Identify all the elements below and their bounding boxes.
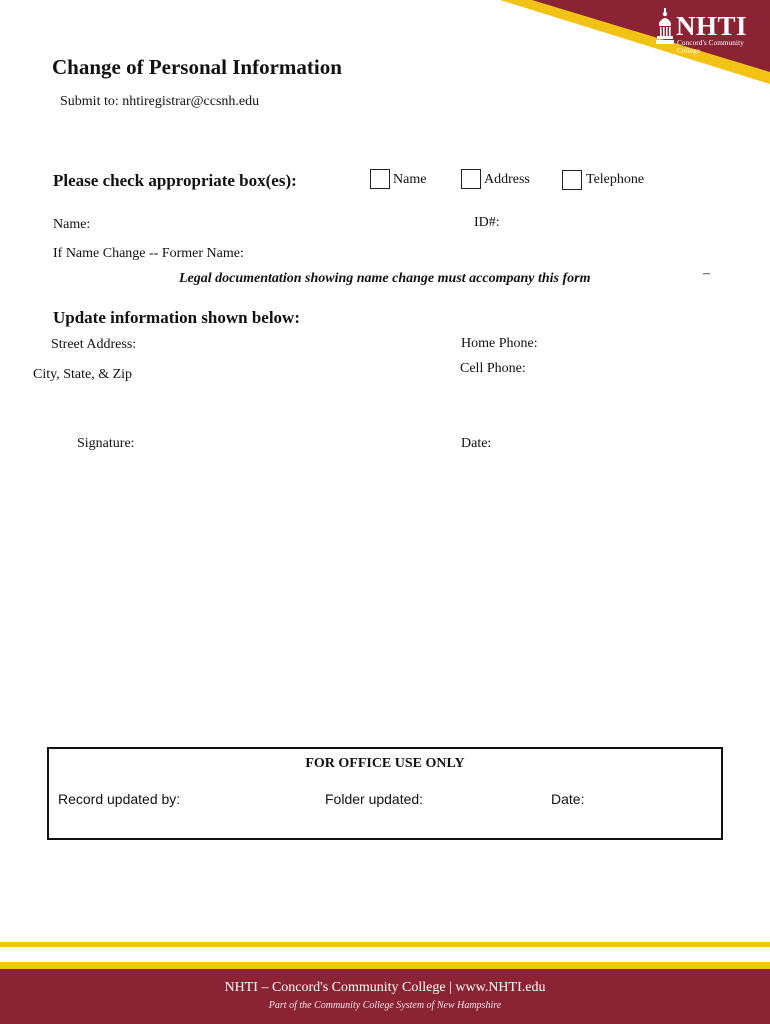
- city-state-zip-label: City, State, & Zip: [33, 367, 133, 382]
- legal-documentation-note: Legal documentation showing name change must accompany this form: [179, 271, 591, 286]
- name-field-label: Name:: [53, 217, 91, 232]
- capitol-dome-icon: [654, 6, 676, 48]
- name-checkbox-label: Name: [393, 172, 427, 187]
- office-date-label: Date:: [551, 791, 585, 807]
- former-name-label: If Name Change -- Former Name:: [53, 246, 244, 261]
- name-checkbox[interactable]: [370, 169, 390, 189]
- nhti-logo: [654, 6, 766, 55]
- footer-band: [0, 969, 770, 1024]
- logo-wordmark: NHTI: [676, 11, 748, 41]
- address-checkbox[interactable]: [461, 169, 481, 189]
- id-field-label: ID#:: [474, 215, 500, 230]
- office-use-heading: FOR OFFICE USE ONLY: [305, 756, 465, 771]
- office-use-box: [47, 747, 723, 840]
- signature-label: Signature:: [77, 436, 135, 451]
- footer-gold-stripe-top: [0, 942, 770, 947]
- update-info-heading: Update information shown below:: [53, 308, 300, 327]
- form-title: Change of Personal Information: [52, 55, 342, 79]
- address-checkbox-label: Address: [484, 172, 530, 187]
- folder-updated-label: Folder updated:: [325, 791, 424, 807]
- logo-tagline: Concord's Community College: [677, 39, 744, 55]
- record-updated-label: Record updated by:: [58, 791, 181, 807]
- cell-phone-label: Cell Phone:: [460, 361, 526, 376]
- home-phone-label: Home Phone:: [461, 336, 538, 351]
- submit-to-text: Submit to: nhtiregistrar@ccsnh.edu: [60, 94, 260, 109]
- telephone-checkbox-label: Telephone: [586, 172, 645, 187]
- street-address-label: Street Address:: [51, 337, 137, 352]
- dash-mark: –: [703, 266, 710, 281]
- footer-system-line: Part of the Community College System of New Hampshire: [268, 1000, 502, 1011]
- footer-gold-stripe-bottom: [0, 962, 770, 969]
- check-boxes-heading: Please check appropriate box(es):: [53, 171, 297, 190]
- telephone-checkbox[interactable]: [562, 170, 582, 190]
- footer-college-line: NHTI – Concord's Community College | www.NHTI.edu: [224, 980, 546, 995]
- date-label: Date:: [461, 436, 492, 451]
